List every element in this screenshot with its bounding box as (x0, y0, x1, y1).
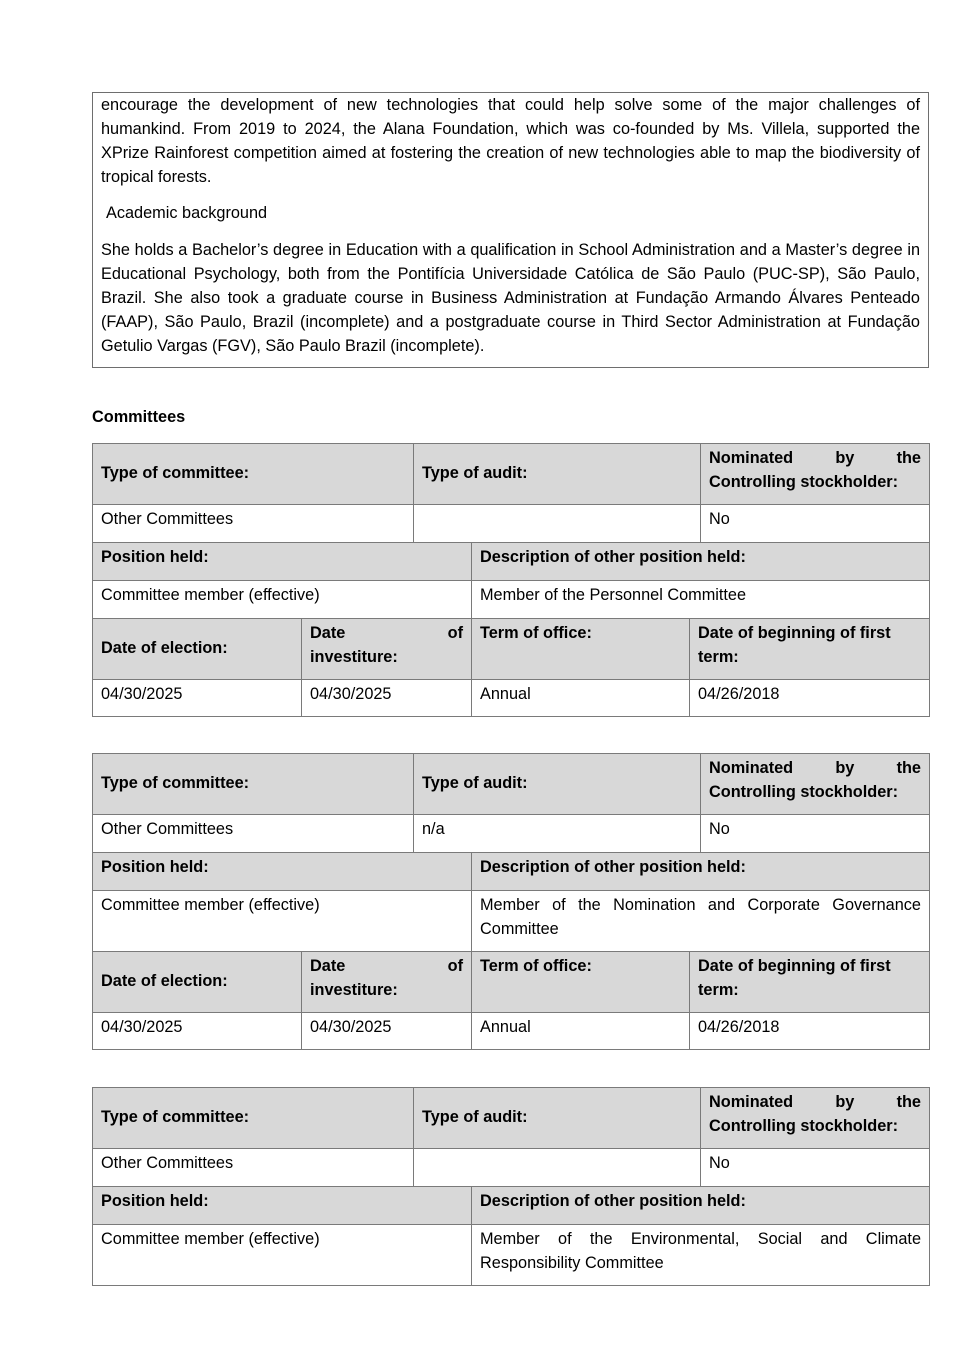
audit-type-value: n/a (413, 814, 701, 853)
type-of-committee-label: Type of committee: (92, 753, 414, 815)
academic-background-heading: Academic background (106, 204, 268, 222)
description-label: Description of other position held: (471, 852, 930, 891)
nominated-word-3: the (896, 759, 921, 777)
description-value: Member of the Environmental, Social and Climate Responsibility Committee (471, 1224, 930, 1286)
date-of-election-label: Date of election: (92, 951, 302, 1013)
position-held-label: Position held: (92, 1186, 472, 1225)
nominated-word-2: by (835, 449, 855, 467)
bio-paragraph-2: She holds a Bachelor’s degree in Education with a qualification in School Administration and a Master’s degree in Educational Psychology, both from the Pontifícia Universidade Católica de São Paulo (PUC-SP), São Paulo, Brazil. She also took a graduate course in Business Administration at Fundação Armando Álvares Penteado (FAAP), São Paulo, Brazil (incomplete) and a postgraduate course in Third Sector Administration at Fundação Getulio Vargas (FGV), São Paulo Brazil (incomplete). (101, 241, 920, 355)
position-held-value: Committee member (effective) (92, 890, 472, 952)
audit-type-value (413, 504, 701, 543)
committees-title: Committees (92, 408, 186, 426)
election-date-value: 04/30/2025 (92, 679, 302, 717)
nominated-word-1: Nominated (709, 1093, 794, 1111)
committee-type-value: Other Committees (92, 814, 414, 853)
nominated-value: No (700, 504, 930, 543)
date-first-term-label: Date of beginning of first term: (689, 618, 930, 680)
investiture-word-1: Date (310, 957, 346, 975)
nominated-word-1: Nominated (709, 759, 794, 777)
date-first-term-label: Date of beginning of first term: (689, 951, 930, 1013)
investiture-date-value: 04/30/2025 (301, 679, 472, 717)
position-held-value: Committee member (effective) (92, 580, 472, 619)
nominated-word-2: by (835, 759, 855, 777)
investiture-line-2: investiture: (310, 980, 398, 999)
committee-type-value: Other Committees (92, 1148, 414, 1187)
term-of-office-label: Term of office: (471, 951, 690, 1013)
investiture-word-2: of (447, 624, 463, 642)
investiture-word-1: Date (310, 624, 346, 642)
position-held-label: Position held: (92, 542, 472, 581)
position-held-value: Committee member (effective) (92, 1224, 472, 1286)
nominated-word-3: the (896, 1093, 921, 1111)
first-term-value: 04/26/2018 (689, 1012, 930, 1050)
investiture-line-2: investiture: (310, 647, 398, 666)
type-of-committee-label: Type of committee: (92, 443, 414, 505)
nominated-line-2: Controlling stockholder: (709, 472, 899, 491)
nominated-word-3: the (896, 449, 921, 467)
nominated-word-2: by (835, 1093, 855, 1111)
biography-box (92, 92, 929, 368)
nominated-value: No (700, 1148, 930, 1187)
audit-type-value (413, 1148, 701, 1187)
nominated-line-2: Controlling stockholder: (709, 782, 899, 801)
committee-type-value: Other Committees (92, 504, 414, 543)
election-date-value: 04/30/2025 (92, 1012, 302, 1050)
description-value: Member of the Personnel Committee (471, 580, 930, 619)
term-value: Annual (471, 1012, 690, 1050)
type-of-audit-label: Type of audit: (413, 443, 701, 505)
nominated-label (700, 1087, 930, 1149)
nominated-line-2: Controlling stockholder: (709, 1116, 899, 1135)
type-of-audit-label: Type of audit: (413, 1087, 701, 1149)
term-value: Annual (471, 679, 690, 717)
description-label: Description of other position held: (471, 542, 930, 581)
term-of-office-label: Term of office: (471, 618, 690, 680)
nominated-label (700, 443, 930, 505)
date-of-investiture-label (301, 951, 472, 1013)
investiture-word-2: of (447, 957, 463, 975)
date-of-election-label: Date of election: (92, 618, 302, 680)
type-of-committee-label: Type of committee: (92, 1087, 414, 1149)
nominated-word-1: Nominated (709, 449, 794, 467)
type-of-audit-label: Type of audit: (413, 753, 701, 815)
nominated-label (700, 753, 930, 815)
investiture-date-value: 04/30/2025 (301, 1012, 472, 1050)
description-value: Member of the Nomination and Corporate Governance Committee (471, 890, 930, 952)
date-of-investiture-label (301, 618, 472, 680)
position-held-label: Position held: (92, 852, 472, 891)
nominated-value: No (700, 814, 930, 853)
first-term-value: 04/26/2018 (689, 679, 930, 717)
description-label: Description of other position held: (471, 1186, 930, 1225)
bio-paragraph-1: encourage the development of new technologies that could help solve some of the major challenges of humankind. From 2019 to 2024, the Alana Foundation, which was co-founded by Ms. Villela, supported the XPrize Rainforest competition aimed at fostering the creation of new technologies able to map the biodiversity of tropical forests. (101, 96, 920, 186)
